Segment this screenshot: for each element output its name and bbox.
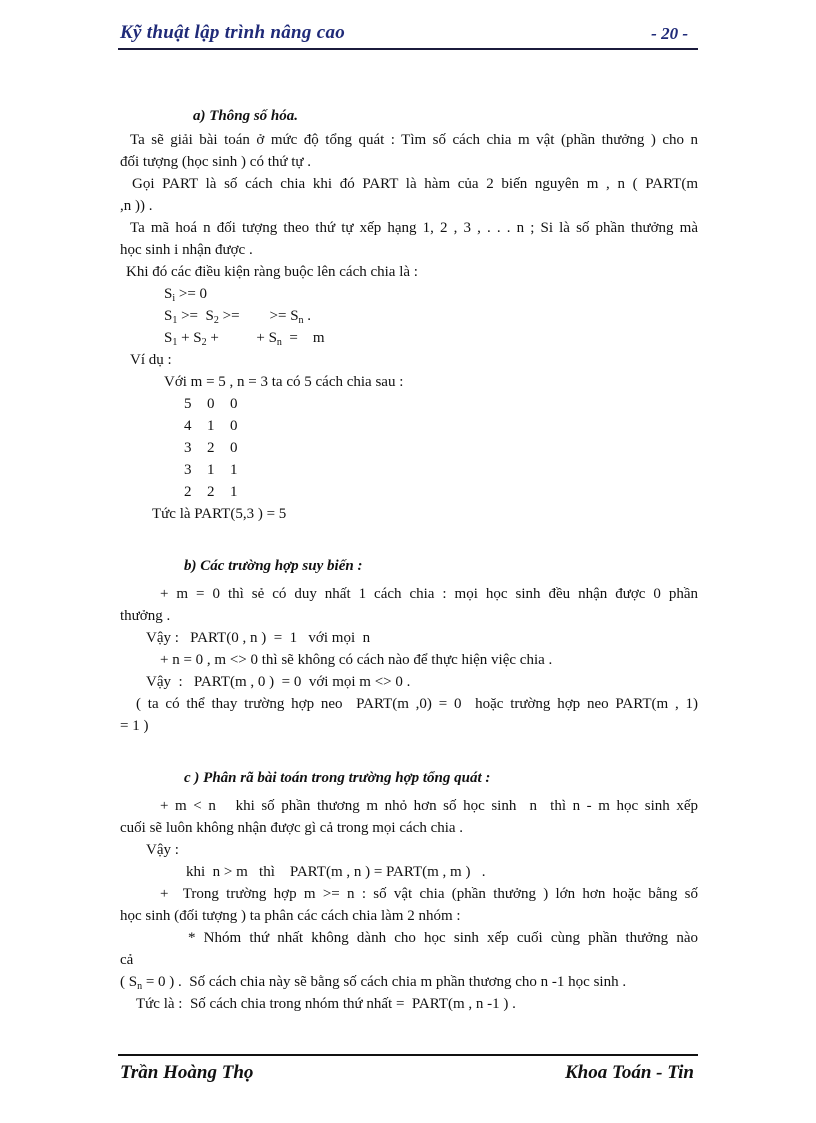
section-c-line3: Vậy : <box>146 842 179 858</box>
section-c-line2: cuối sẽ luôn không nhận được gì cả trong mọi cách chia . <box>120 820 464 836</box>
section-a-p2-line1: Gọi PART là số cách chia khi đó PART là hàm của 2 biến nguyên m , n ( PART(m <box>132 176 698 192</box>
section-b-line2: thưởng . <box>120 608 171 624</box>
example-row: 5 0 0 <box>184 396 238 412</box>
page-number: - 20 - <box>651 24 688 43</box>
example-conclusion: Tức là PART(5,3 ) = 5 <box>152 506 287 522</box>
section-c-line6: học sinh (đối tượng ) ta phân các cách chia làm 2 nhóm : <box>120 908 461 924</box>
section-c-line1: + m < n khi số phần thương m nhỏ hơn số học sinh n thì n - m học sinh xếp <box>160 798 698 814</box>
footer-department: Khoa Toán - Tin <box>565 1062 694 1083</box>
footer-author: Trần Hoàng Thọ <box>120 1062 254 1083</box>
example-text: Với m = 5 , n = 3 ta có 5 cách chia sau : <box>164 374 404 390</box>
header-title: Kỹ thuật lập trình nâng cao <box>120 22 346 43</box>
section-b-line1: + m = 0 thì sẻ có duy nhất 1 cách chia : mọi học sinh đều nhận được 0 phần <box>160 586 698 602</box>
section-c-line10: Tức là : Số cách chia trong nhóm thứ nhất = PART(m , n -1 ) . <box>136 996 516 1012</box>
section-b-line7: = 1 ) <box>120 718 149 734</box>
section-a-p4: Khi đó các điều kiện ràng buộc lên cách chia là : <box>126 264 418 280</box>
section-c-heading: c ) Phân rã bài toán trong trường hợp tổng quát : <box>184 770 491 786</box>
constraint-1: $S_i >= 0$ <box>164 286 208 304</box>
section-a-p3-line1: Ta mã hoá n đối tượng theo thứ tự xếp hạng 1, 2 , 3 , . . . n ; Si là số phần thưởng mà <box>130 220 698 236</box>
section-a-heading: a) Thông số hóa. <box>193 108 299 124</box>
constraint-3: $S_1 + S_2$ + + $S_n$ = m <box>164 330 325 348</box>
section-b-line3: Vậy : PART(0 , n ) = 1 với mọi n <box>146 630 371 646</box>
page-footer <box>118 1054 698 1086</box>
section-b-heading: b) Các trường hợp suy biến : <box>184 558 363 574</box>
section-c-line4: khi n > m thì PART(m , n ) = PART(m , m ) . <box>186 864 486 880</box>
section-c-line5: + Trong trường hợp m >= n : số vật chia (phần thưởng ) lớn hơn hoặc bằng số <box>160 886 698 902</box>
section-a-p1-line2: đối tượng (học sinh ) có thứ tự . <box>120 154 312 170</box>
section-a-p3-line2: học sinh i nhận được . <box>120 242 253 258</box>
constraint-2: $S_1 >= S_2$ >= >= $S_n$ . <box>164 308 312 326</box>
section-b-line5: Vậy : PART(m , 0 ) = 0 với mọi m <> 0 . <box>146 674 411 690</box>
section-c-line8: cả <box>120 952 134 968</box>
example-row: 3 2 0 <box>184 440 238 456</box>
section-a-p1-line1: Ta sẽ giải bài toán ở mức độ tổng quát : Tìm số cách chia m vật (phần thưởng ) cho n <box>130 132 698 148</box>
example-label: Ví dụ : <box>130 352 172 368</box>
section-b-line4: + n = 0 , m <> 0 thì sẽ không có cách nào để thực hiện việc chia . <box>160 652 553 668</box>
section-c-line7: * Nhóm thứ nhất không dành cho học sinh xếp cuối cùng phần thưởng nào <box>188 930 698 946</box>
example-row: 2 2 1 <box>184 484 238 500</box>
section-b-line6: ( ta có thể thay trường hợp neo PART(m ,0) = 0 hoặc trường hợp neo PART(m , 1) <box>136 696 698 712</box>
page-header <box>118 22 698 50</box>
section-a-p2-line2: ,n )) . <box>120 198 153 214</box>
section-c-line9: ( $S_n = 0$ ) . Số cách chia này sẽ bằng số cách chia m phần thương cho n -1 học sinh . <box>120 974 627 992</box>
example-row: 4 1 0 <box>184 418 238 434</box>
example-row: 3 1 1 <box>184 462 238 478</box>
